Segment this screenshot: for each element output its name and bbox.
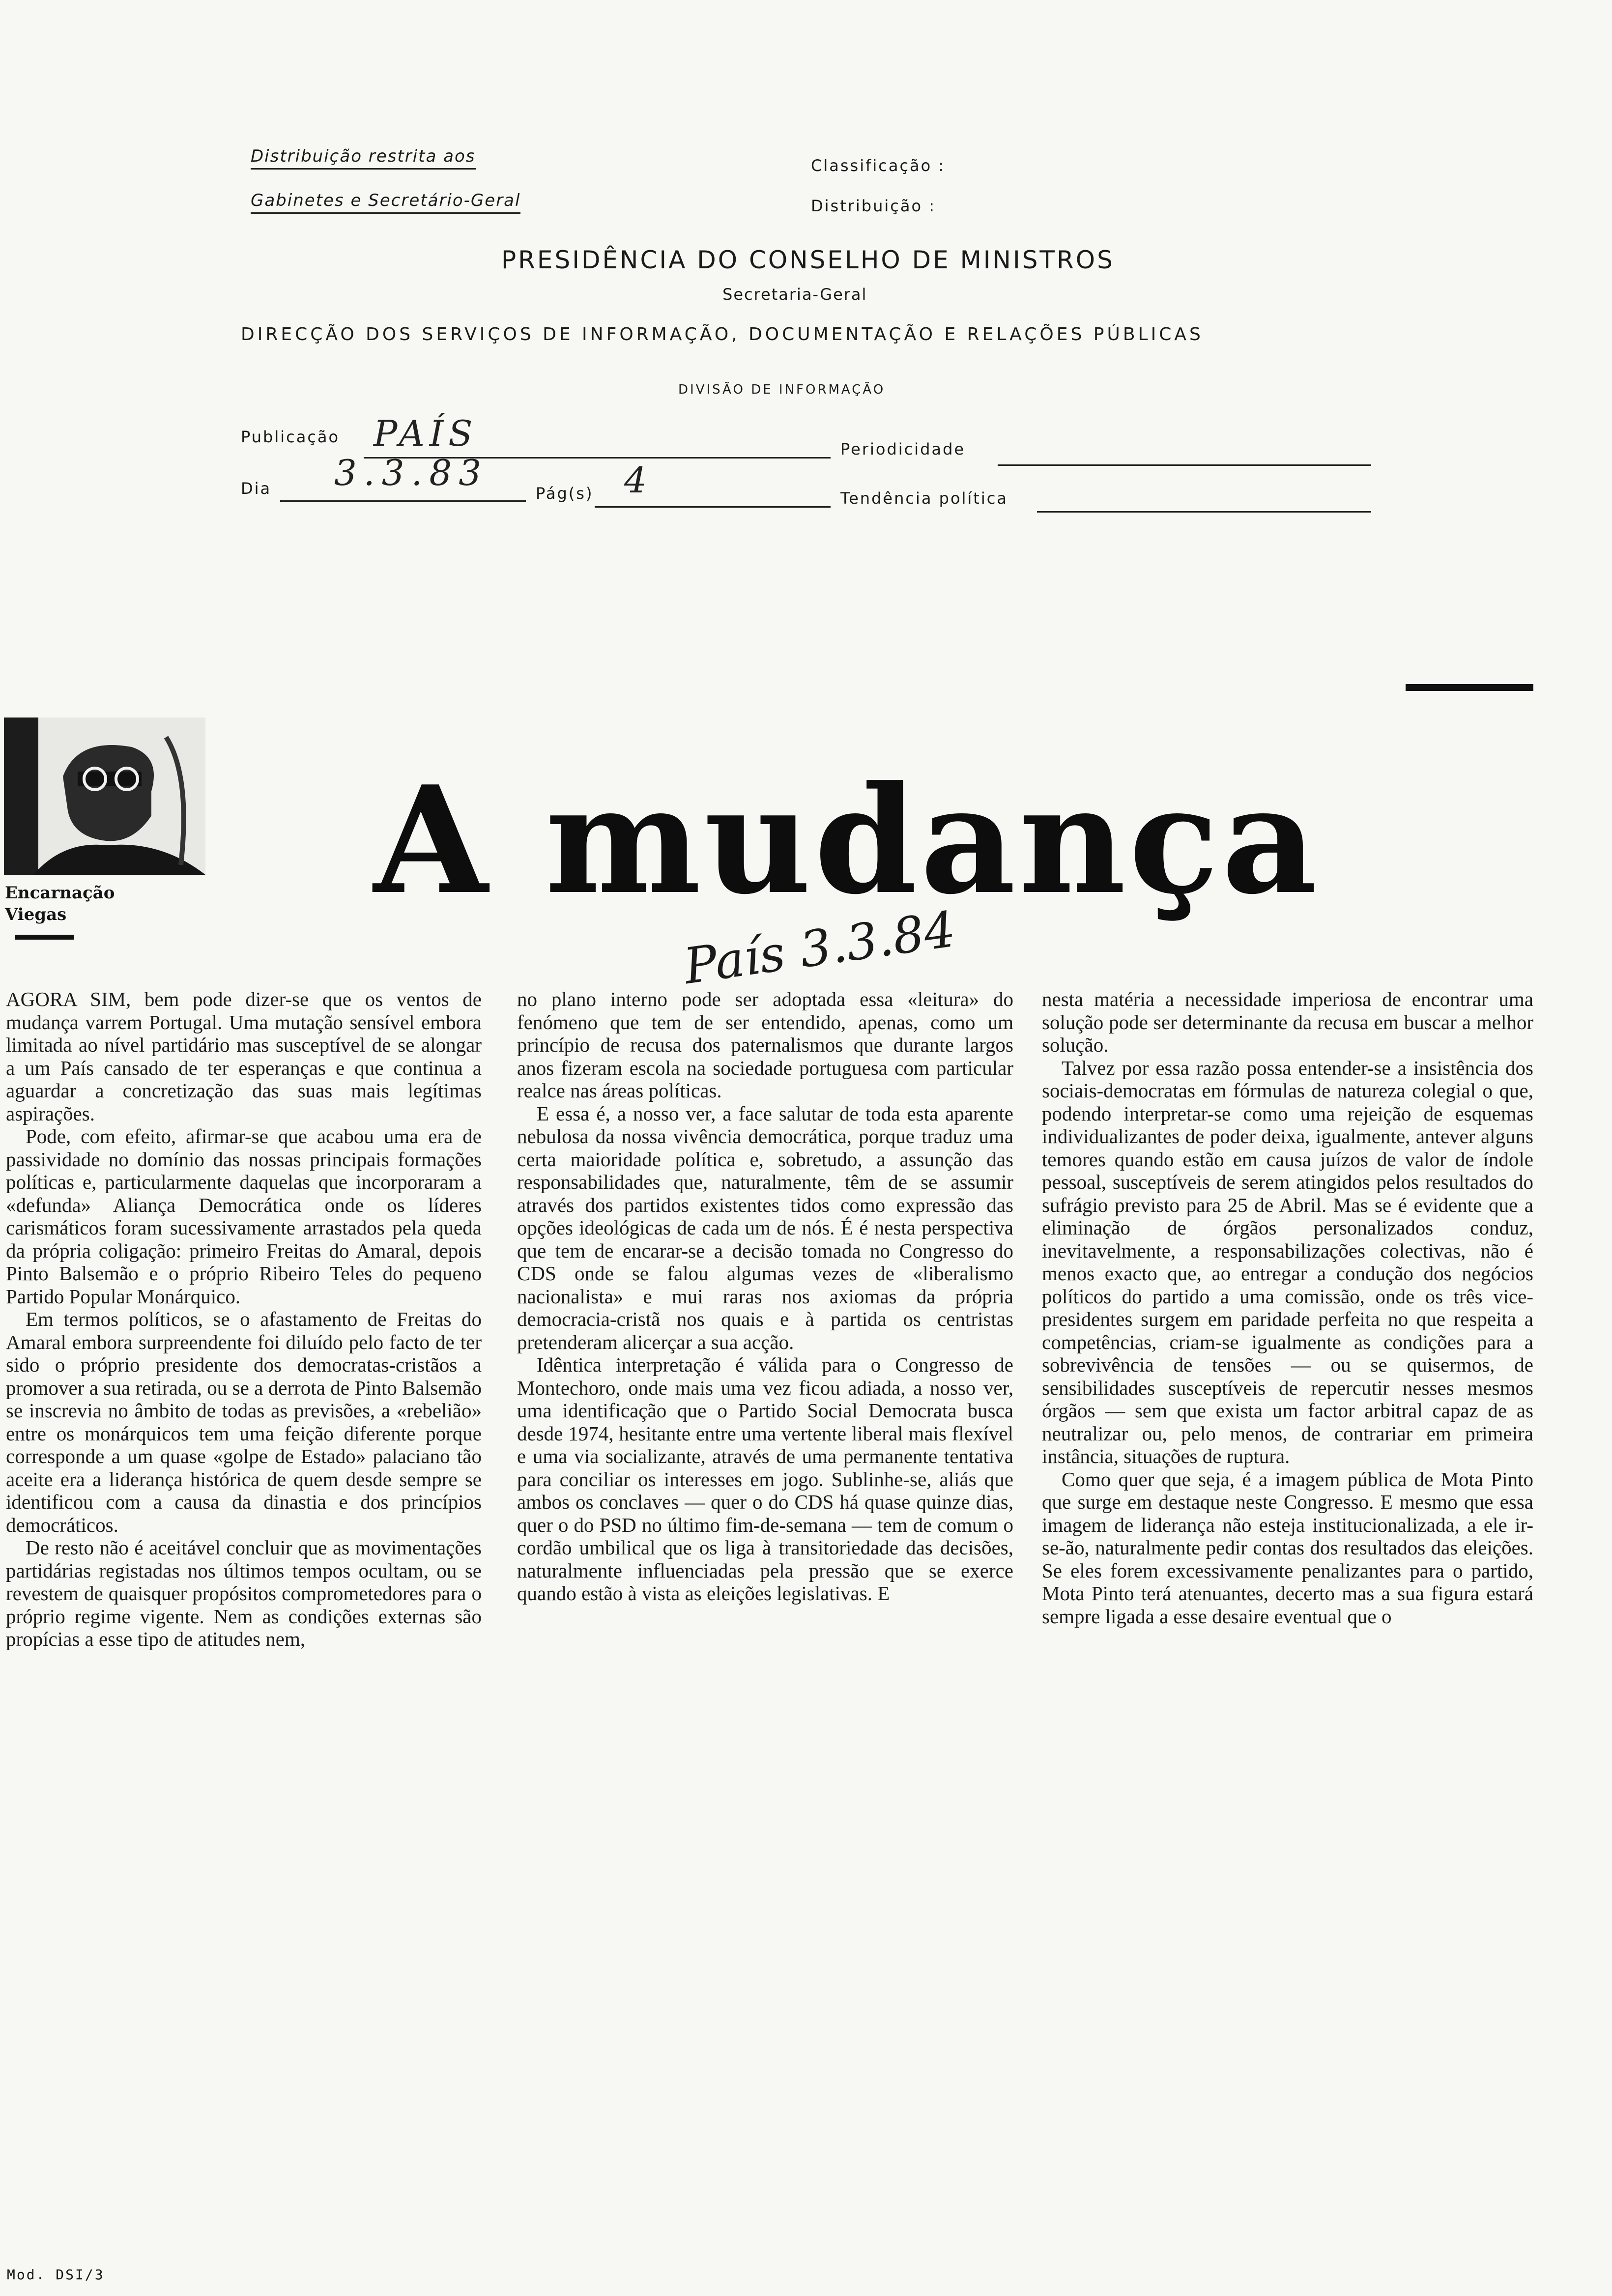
paragraph: no plano interno pode ser adoptada essa «leitura» do fenómeno que tem de ser entendido, apenas, como um princípio de recusa dos paternalismos que durante largos anos fizeram escola na sociedade portuguesa com particular realce nas áreas políticas. [517,988,1013,1102]
periodicity-line [998,464,1371,466]
byline [5,882,115,925]
pages-label: Pág(s) [536,484,594,503]
byline-rule [15,935,74,940]
byline-first: Encarnação [5,883,115,903]
paragraph: E essa é, a nosso ver, a face salutar de toda esta aparente nebulosa da nossa vivência democrática, porque traduz uma certa maioridade política e, sobretudo, a assunção das responsabilidades que, naturalmente, têm de se assumir através dos partidos existentes tidos como expressão das opções ideológicas de cada um de nós. É é nesta perspectiva que tem de encarar-se a decisão tomada no Congresso do CDS onde se falou algumas vezes de «liberalismo nacionalista» e mui raras nos axiomas da própria democracia-cristã nos quais e à partida os centristas pretenderam alicerçar a sua acção. [517,1102,1013,1353]
article-column-2 [517,988,1013,1605]
byline-last: Viegas [5,905,67,924]
pages-value: 4 [624,459,647,501]
paragraph: nesta matéria a necessidade imperiosa de encontrar uma solução pode ser determinante da recusa em buscar a melhor solução. [1042,988,1533,1056]
handwritten-annotation: País 3.3.84 [680,900,959,996]
article-column-3 [1042,988,1533,1628]
publication-label: Publicação [241,428,340,446]
day-line [280,500,526,502]
paragraph: Pode, com efeito, afirmar-se que acabou uma era de passividade no domínio das nossas principais formações políticas e, particularmente daquelas que incorporaram a «defunda» Aliança Democrática onde os líderes carismáticos foram sucessivamente arrastados pela queda da própria coligação: primeiro Freitas do Amaral, depois Pinto Balsemão e o próprio Ribeiro Teles do pequeno Partido Popular Monárquico. [6,1125,482,1308]
author-photo [4,718,205,875]
publication-value: PAÍS [374,413,478,454]
day-label: Dia [241,479,272,498]
tendency-label: Tendência política [840,489,1008,508]
distribution-label: Distribuição : [811,197,936,215]
directorate-title: DIRECÇÃO DOS SERVIÇOS DE INFORMAÇÃO, DOCUMENTAÇÃO E RELAÇÕES PÚBLICAS [241,324,1204,344]
distribution-restricted-line2: Gabinetes e Secretário-Geral [251,191,520,214]
presidency-title: PRESIDÊNCIA DO CONSELHO DE MINISTROS [501,246,1115,274]
article-column-1 [6,988,482,1651]
paragraph: Como quer que seja, é a imagem pública de Mota Pinto que surge em destaque neste Congresso. E mesmo que essa imagem de liderança não esteja institucionalizada, a ele ir-se-ão, naturalmente pedir contas dos resultados das eleições. Se eles forem excessivamente penalizantes para o partido, Mota Pinto terá atenuantes, decerto mas a sua figura estará sempre ligada a esse desaire eventual que o [1042,1467,1533,1628]
periodicity-label: Periodicidade [840,440,966,459]
paragraph: Idêntica interpretação é válida para o Congresso de Montechoro, onde mais uma vez ficou adiada, a nosso ver, uma identificação que o Partido Social Democrata busca desde 1974, hesitante entre uma vertente liberal mais flexível e uma via socializante, através de uma permanente tentativa para conciliar os interesses em jogo. Sublinhe-se, aliás que ambos os conclaves — quer o do CDS há quase quinze dias, quer o do PSD no último fim-de-semana — tem de comum o cordão umbilical que os liga à transitoriedade das decisões, naturalmente influenciadas pela pressão que se exerce quando estão à vista as eleições legislativas. E [517,1353,1013,1605]
paragraph: AGORA SIM, bem pode dizer-se que os ventos de mudança varrem Portugal. Uma mutação sensível embora limitada ao nível partidário mas susceptível de se alongar a um País cansado de ter esperanças e que continua a aguardar a concretização das suas mais legítimas aspirações. [6,988,482,1125]
paragraph: Em termos políticos, se o afastamento de Freitas do Amaral embora surpreendente foi diluído pelo facto de ter sido o próprio presidente dos democratas-cristãos a promover a sua retirada, ou se a derrota de Pinto Balsemão se inscrevia no âmbito de todas as previsões, a «rebelião» entre os monárquicos tem uma feição diferente porque corresponde a um quase «golpe de Estado» palaciano tão aceite era a liderança histórica de quem desde sempre se identificou com a causa da dinastia e dos princípios democráticos. [6,1308,482,1536]
day-value: 3.3.83 [334,452,489,493]
distribution-restricted-line1: Distribuição restrita aos [251,146,476,170]
paragraph: Talvez por essa razão possa entender-se a insistência dos sociais-democratas em fórmulas de natureza colegial o que, podendo interpretar-se como uma rejeição de esquemas individualizantes de poder deixa, igualmente, antever alguns temores quando estão em causa juízos de valor de índole pessoal, susceptíveis de serem atingidos pelos resultados do sufrágio previsto para 25 de Abril. Mas se é evidente que a eliminação de órgãos personalizados conduz, inevitavelmente, a responsabilizações colectivas, não é menos exacto que, ao entregar a condução dos negócios políticos do partido a uma comissão, onde os três vice-presidentes surgem em paridade perfeita no que respeita a competências, criam-se igualmente as condições para a sobrevivência de tensões — ou se quisermos, de sensibilidades susceptíveis de repercutir nesses mesmos órgãos — sem que exista um factor arbitral capaz de as neutralizar ou, pelo menos, de contrariar em primeira instância, situações de ruptura. [1042,1056,1533,1467]
pages-line [595,506,831,508]
classification-label: Classificação : [811,156,946,175]
tendency-line [1037,511,1371,513]
paragraph: De resto não é aceitável concluir que as movimentações partidárias registadas nos últimos tempos ocultam, ou se revestem de quaisquer propósitos comprometedores para o próprio regime vigente. Nem as condições externas são propícias a esse tipo de atitudes nem, [6,1536,482,1650]
secretariat-subtitle: Secretaria-Geral [722,285,867,304]
form-model-code: Mod. DSI/3 [7,2267,105,2283]
division-title: DIVISÃO DE INFORMAÇÃO [678,382,886,397]
top-right-rule [1406,684,1533,691]
headline: A mudança [374,753,1321,927]
